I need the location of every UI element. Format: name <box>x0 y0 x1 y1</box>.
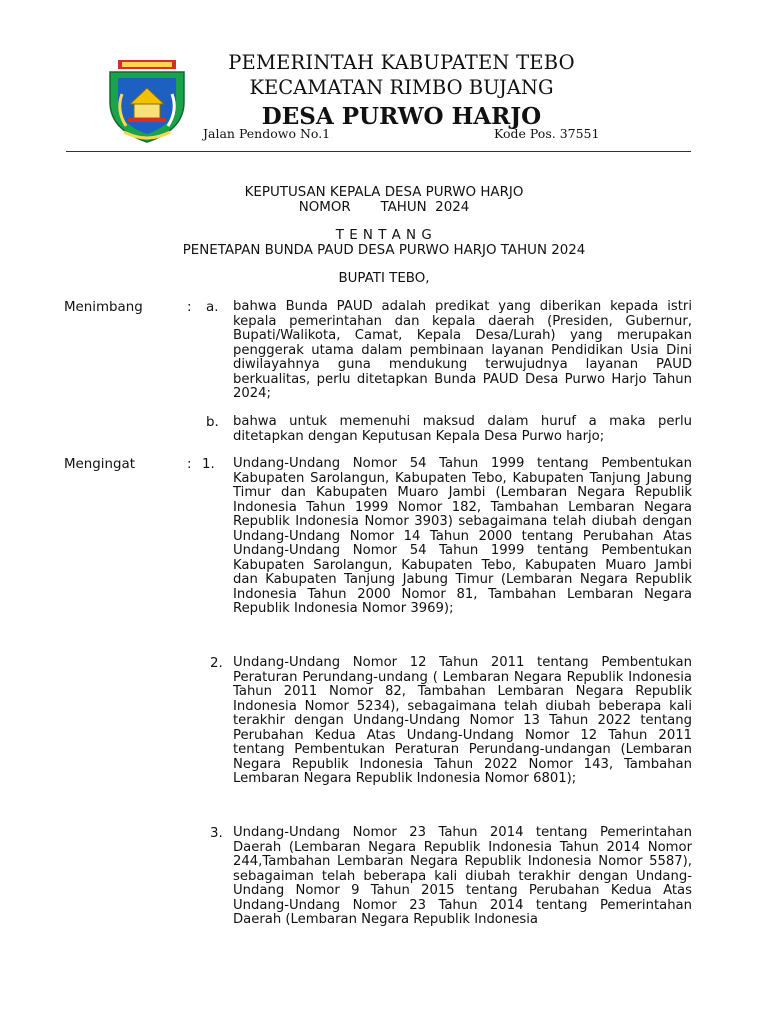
mengingat-marker-2: 2. <box>210 656 223 671</box>
letterhead-district: KECAMATAN RIMBO BUJANG <box>249 76 554 99</box>
letterhead-village: DESA PURWO HARJO <box>261 103 542 130</box>
decree-authority: BUPATI TEBO, <box>338 271 430 286</box>
mengingat-item-2: Undang-Undang Nomor 12 Tahun 2011 tentang Pembentukan Peraturan Perundang-undang ( Lembaran Negara Republik Indonesia Tahun 2011 Nomor 82, Tambahan Lembaran Negara Republik Indonesia Nomor 5234), sebagaimana telah diubah beberapa kali terakhir dengan Undang-Undang Nomor 13 Tahun 2022 tentang Perubahan Kedua Atas Undang-Undang Nomor 12 Tahun 2011 tentang Pembentukan Peraturan Perundang-undangan (Lembaran Negara Republik Indonesia Tahun 2022 Nomor 143, Tambahan Lembaran Negara Republik Indonesia Nomor 6801); <box>233 655 692 786</box>
menimbang-marker-a: a. <box>206 300 219 315</box>
letterhead-government: PEMERINTAH KABUPATEN TEBO <box>228 51 575 74</box>
mengingat-label: Mengingat <box>64 457 135 472</box>
letterhead <box>200 50 603 132</box>
mengingat-item-3: Undang-Undang Nomor 23 Tahun 2014 tentang Pemerintahan Daerah (Lembaran Negara Republik Indonesia Tahun 2014 Nomor 244,Tambahan Lembaran Negara Republik Indonesia Nomor 5587), sebagaiman telah beberapa kali diubah terakhir dengan Undang-Undang Nomor 9 Tahun 2015 tentang Perubahan Kedua Atas Undang-Undang Nomor 23 Tahun 2014 tentang Pemerintahan Daerah (Lembaran Negara Republik Indonesia <box>233 825 692 927</box>
letterhead-address: Jalan Pendowo No.1 <box>203 126 331 141</box>
menimbang-marker-b: b. <box>206 415 219 430</box>
menimbang-label: Menimbang <box>64 300 143 315</box>
decree-tentang: T E N T A N G <box>335 228 433 243</box>
letterhead-divider <box>66 151 691 152</box>
decree-title: KEPUTUSAN KEPALA DESA PURWO HARJO <box>244 185 524 200</box>
menimbang-item-b: bahwa untuk memenuhi maksud dalam huruf a maka perlu ditetapkan dengan Keputusan Kepala Desa Purwo harjo; <box>233 414 692 444</box>
mengingat-colon: : <box>187 457 192 472</box>
decree-subject: PENETAPAN BUNDA PAUD DESA PURWO HARJO TAHUN 2024 <box>182 243 586 258</box>
decree-number: NOMOR TAHUN 2024 <box>298 200 470 215</box>
mengingat-marker-1: 1. <box>202 457 215 472</box>
menimbang-colon: : <box>187 300 192 315</box>
mengingat-marker-3: 3. <box>210 826 223 841</box>
menimbang-item-a: bahwa Bunda PAUD adalah predikat yang diberikan kepada istri kepala pemerintahan dan kepala daerah (Presiden, Gubernur, Bupati/Walikota, Camat, Kepala Desa/Lurah) yang merupakan penggerak utama dalam pembinaan layanan Pendidikan Usia Dini diwilayahnya guna mendukung terwujudnya layanan PAUD berkualitas, perlu ditetapkan Bunda PAUD Desa Purwo Harjo Tahun 2024; <box>233 299 692 401</box>
regency-coat-of-arms-icon <box>104 58 190 144</box>
mengingat-item-1: Undang-Undang Nomor 54 Tahun 1999 tentang Pembentukan Kabupaten Sarolangun, Kabupaten Tebo, Kabupaten Tanjung Jabung Timur dan Kabupaten Muaro Jambi (Lembaran Negara Republik Indonesia Tahun 1999 Nomor 182, Tambahan Lembaran Negara Republik Indonesia Nomor 3903) sebagaimana telah diubah dengan Undang-Undang Nomor 14 Tahun 2000 tentang Perubahan Atas Undang-Undang Nomor 54 Tahun 1999 tentang Pembentukan Kabupaten Sarolangun, Kabupaten Tebo, Kabupaten Muaro Jambi dan Kabupaten Tanjung Jabung Timur (Lembaran Negara Republik Indonesia Tahun 2000 Nomor 81, Tambahan Lembaran Negara Republik Indonesia Nomor 3969); <box>233 456 692 616</box>
letterhead-postal-code: Kode Pos. 37551 <box>494 126 600 141</box>
